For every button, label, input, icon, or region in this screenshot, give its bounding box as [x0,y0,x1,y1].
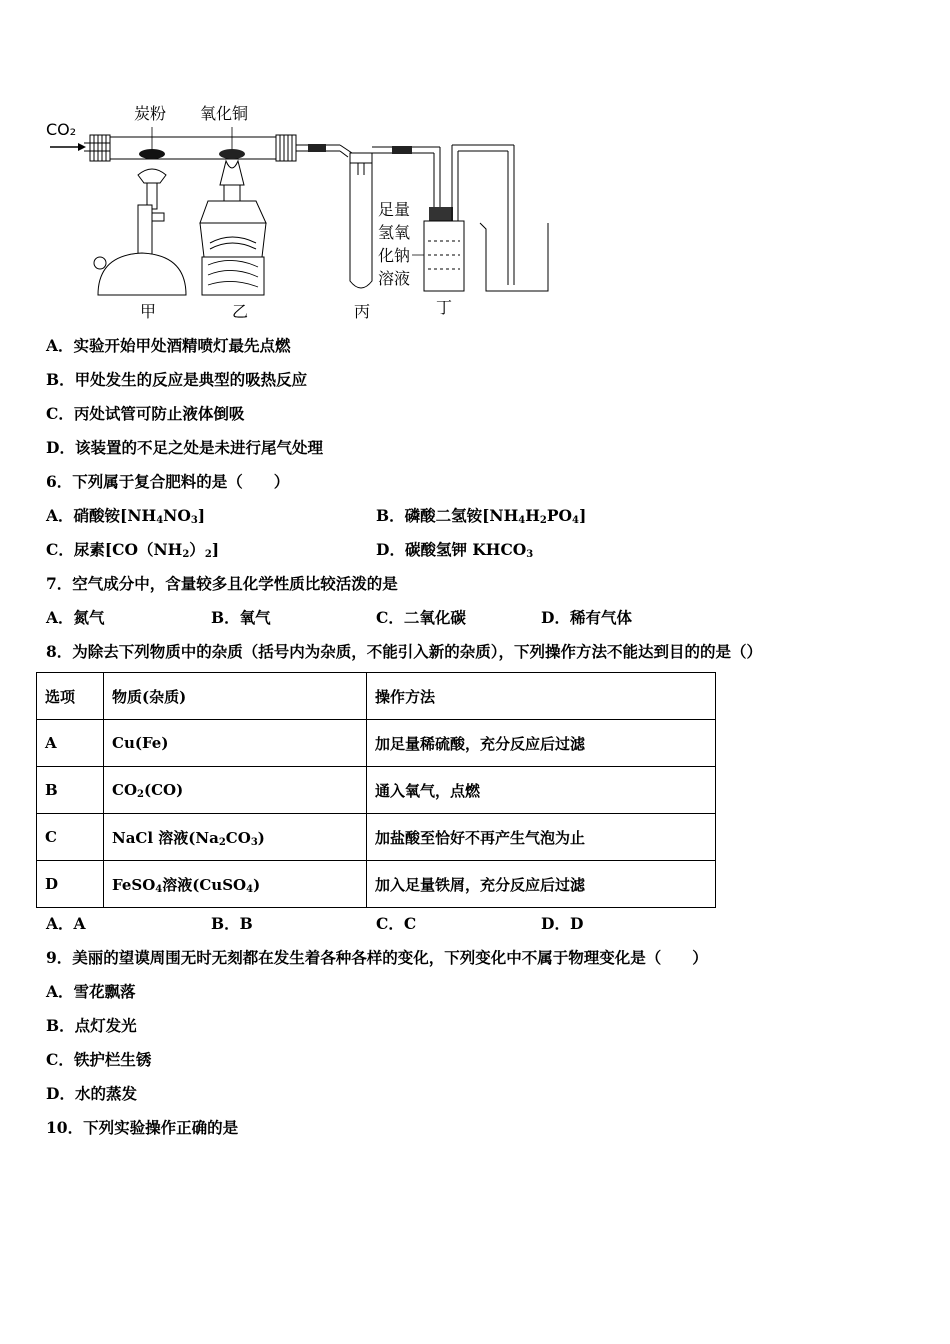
q10-stem: 10．下列实验操作正确的是 [46,1118,239,1137]
naoh-label-1: 足量 [378,200,411,219]
cuo-label: 氧化铜 [200,104,249,123]
glass-tube [110,137,276,159]
q6-option-d: D．碳酸氢钾 $KHCO_3$ [376,540,534,560]
header-option: 选项 [37,673,104,720]
q6-option-a: A．硝酸铵$[NH_4NO_3]$ [46,506,206,526]
q6-stem: 6．下列属于复合肥料的是（ ） [46,472,290,491]
table-row: B $CO_2(CO)$ 通入氧气，点燃 [37,767,716,814]
q7-option-c: C．二氧化碳 [376,608,466,627]
label-bing: 丙 [354,302,371,321]
q6-option-c: C．尿素$[CO(NH_2)_2]$ [46,540,220,560]
wash-bottle-ding [424,221,464,291]
q5-option-d: D．该装置的不足之处是未进行尾气处理 [46,438,323,457]
table-header-row [37,673,716,720]
label-ding: 丁 [436,298,453,317]
q8-option-d: D．D [541,914,584,933]
wood-block [202,257,264,295]
q8-option-c: C．C [376,914,417,933]
table-row: C NaCl 溶液$(Na_2CO_3)$ 加盐酸至恰好不再产生气泡为止 [37,814,716,861]
label-yi: 乙 [232,302,249,321]
header-substance: 物质(杂质) [104,673,367,720]
q9-option-a: A．雪花飘落 [46,982,136,1001]
q8-option-a: A．A [46,914,86,933]
right-stopper [276,135,296,161]
table-row: A Cu(Fe) 加足量稀硫酸，充分反应后过滤 [37,720,716,767]
q5-option-a: A．实验开始甲处酒精喷灯最先点燃 [46,336,291,355]
naoh-label-4: 溶液 [378,269,411,288]
q9-option-d: D．水的蒸发 [46,1084,137,1103]
label-jia: 甲 [140,302,157,321]
left-stopper [90,135,110,161]
q5-option-c: C．丙处试管可防止液体倒吸 [46,404,245,423]
lamp-jia-base [98,253,186,295]
test-tube-bing [350,163,372,288]
q7-option-d: D．稀有气体 [541,608,632,627]
q8-option-b: B．B [211,914,253,933]
bottle-stopper [429,207,453,221]
naoh-label-3: 化钠 [378,246,411,265]
q7-stem: 7．空气成分中，含量较多且化学性质比较活泼的是 [46,574,398,593]
lamp-yi-flame [220,161,244,185]
q7-option-a: A．氮气 [46,608,105,627]
table-row: D FeSO$_4$溶液(CuSO$_4$) 加入足量铁屑，充分反应后过滤 [37,861,716,908]
copper-oxide [219,149,245,159]
header-method: 操作方法 [367,673,716,720]
q8-table [36,672,716,908]
q5-option-b: B．甲处发生的反应是典型的吸热反应 [46,370,308,389]
naoh-label-2: 氢氧 [378,223,411,242]
apparatus-diagram [40,95,560,325]
q9-option-c: C．铁护栏生锈 [46,1050,152,1069]
q6-option-b: B．磷酸二氢铵$[NH_4H_2PO_4]$ [376,506,587,526]
carbon-label: 炭粉 [134,104,167,123]
q9-stem: 9．美丽的望谟周围无时无刻都在发生着各种各样的变化，下列变化中不属于物理变化是（ ） [46,948,708,967]
carbon-powder [139,149,165,159]
q8-stem: 8．为除去下列物质中的杂质（括号内为杂质，不能引入新的杂质），下列操作方法不能达到目的的是（） [46,642,763,661]
lamp-jia-flame [138,169,166,183]
co2-label: CO₂ [46,120,77,139]
q9-option-b: B．点灯发光 [46,1016,137,1035]
q7-option-b: B．氧气 [211,608,271,627]
lamp-yi-body [200,223,266,257]
